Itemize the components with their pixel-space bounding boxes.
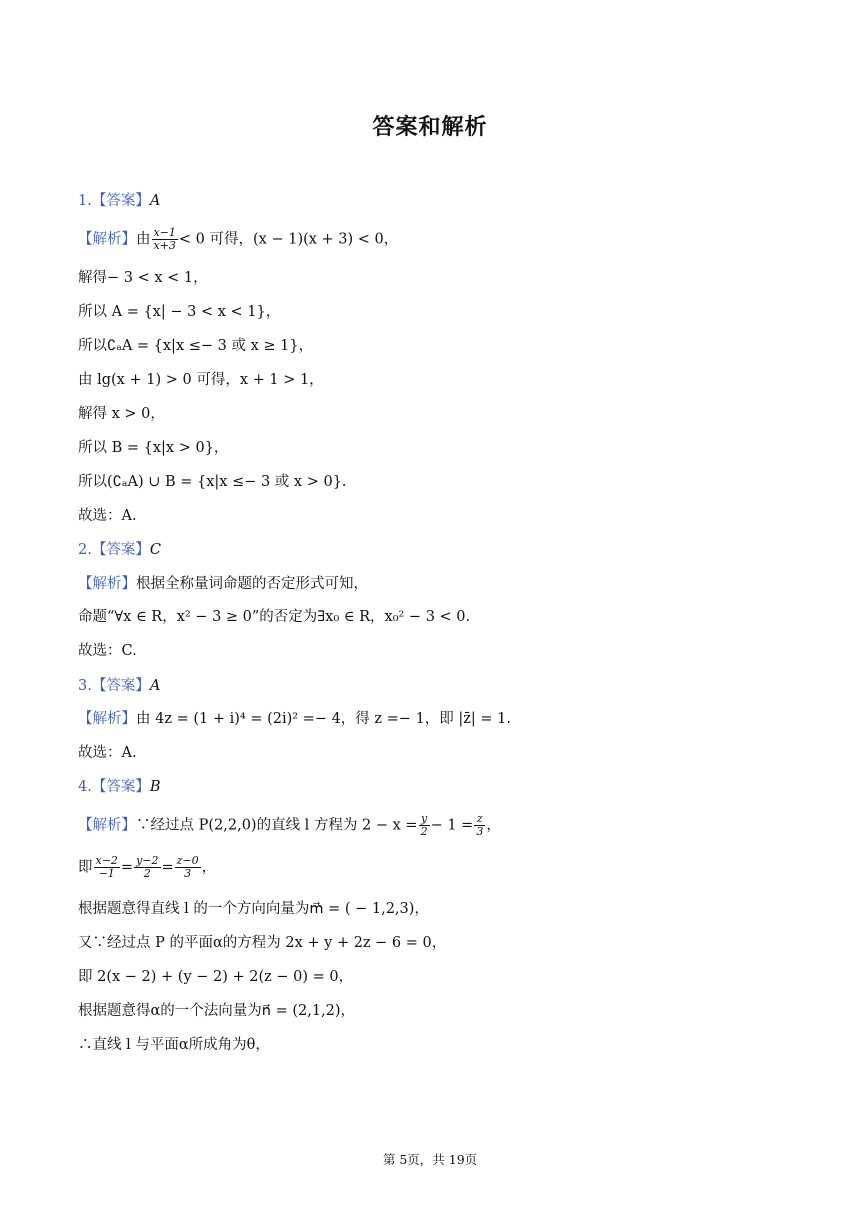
q1-analysis-line-8: 所以(∁ₐA) ∪ B = {x|x ≤− 3 或 x > 0}. [78,474,347,490]
q4-fraction [94,855,120,880]
q2-text: 根据全称量词命题的否定形式可知， [136,576,368,592]
q2-analysis-line-3: 故选：C. [78,643,137,659]
q4-analysis-tag: 【解析】 [78,817,136,834]
q1-answer-line [78,190,798,212]
q4-text: − 1 = [430,817,474,834]
q2-answer-line [78,539,798,561]
q4-fraction-numerator: z [474,813,485,826]
q1-analysis-line-2: 解得− 3 < x < 1， [78,270,208,286]
q1-answer-value: A [149,193,161,209]
q4-text: ， [201,859,217,876]
q4-fraction-denominator: 3 [476,825,484,838]
q4-fraction-denominator: 2 [143,867,151,880]
q3-number: 3. [78,678,92,694]
q1-analysis-line-1 [78,227,798,252]
q4-fraction-numerator: z−0 [176,854,199,867]
q2-answer-tag: 【答案】 [91,542,150,558]
q2-analysis-line-2: 命题“∀x ∈ R，x² − 3 ≥ 0”的否定为∃x₀ ∈ R，x₀² − 3 < 0. [78,609,471,625]
q4-analysis-line-4: 又∵经过点 P 的平面α的方程为 2x + y + 2z − 6 = 0， [78,935,447,951]
q4-answer-value: B [149,779,161,795]
q3-analysis-line-1 [78,708,798,730]
q4-number: 4. [78,779,92,795]
q1-text: 由 [136,231,151,248]
q4-fraction-numerator: y [419,813,430,826]
q4-text: 即 [78,859,93,876]
q3-analysis-line-2: 故选：A. [78,745,137,761]
q1-answer-tag: 【答案】 [91,193,150,209]
q4-analysis-line-7: ∴直线 l 与平面α所成角为θ， [78,1037,270,1053]
q1-fraction-denominator: x+3 [153,239,176,252]
q1-fraction [152,227,178,252]
q1-analysis-line-9: 故选：A. [78,508,137,524]
q1-analysis-line-7: 所以 B = {x|x > 0}， [78,440,229,456]
page-title: 答案和解析 [372,115,488,140]
q3-text: 由 4z = (1 + i)⁴ = (2i)² =− 4，得 z =− 1，即 |z̄| = 1. [136,711,512,727]
q4-text: = [161,859,174,876]
q4-fraction [175,855,201,880]
q4-fraction [134,855,160,880]
q4-fraction [474,813,485,838]
q4-answer-tag: 【答案】 [91,779,150,795]
q4-fraction-numerator: y−2 [136,854,159,867]
q3-answer-line [78,675,798,697]
q4-text: ， [486,817,501,834]
q4-fraction-denominator: 3 [184,867,192,880]
q4-analysis-line-1 [78,813,798,838]
page-footer: 第 5页，共 19页 [382,1152,478,1167]
q3-answer-value: A [149,678,161,694]
q1-analysis-line-3: 所以 A = {x| − 3 < x < 1}， [78,304,281,320]
q3-answer-tag: 【答案】 [91,678,150,694]
q1-analysis-line-6: 解得 x > 0， [78,406,165,422]
q2-analysis-line-1 [78,573,798,595]
q1-analysis-line-5: 由 lg(x + 1) > 0 可得，x + 1 > 1， [78,372,324,388]
q1-analysis-line-4: 所以∁ₐA = {x|x ≤− 3 或 x ≥ 1}， [78,338,314,354]
q4-analysis-line-2 [78,855,798,880]
q4-fraction [419,813,430,838]
q4-analysis-line-5: 即 2(x − 2) + (y − 2) + 2(z − 0) = 0， [78,969,354,985]
q1-fraction-numerator: x−1 [153,226,176,239]
q4-analysis-line-3: 根据题意得直线 l 的一个方向向量为m⃗ = ( − 1,2,3)， [78,901,429,917]
q4-answer-line [78,776,798,798]
q2-number: 2. [78,542,92,558]
q2-analysis-tag: 【解析】 [78,576,136,592]
q2-answer-value: C [149,542,161,558]
q4-analysis-line-6: 根据题意得α的一个法向量为n⃗ = (2,1,2)， [78,1003,356,1019]
q4-fraction-numerator: x−2 [95,854,118,867]
q4-text: = [120,859,134,876]
q4-text: ∵经过点 P(2,2,0)的直线 l 方程为 2 − x = [136,817,418,834]
q1-number: 1. [78,193,92,209]
q3-analysis-tag: 【解析】 [78,711,136,727]
q1-analysis-tag: 【解析】 [78,231,136,248]
q1-text: < 0 可得，(x − 1)(x + 3) < 0， [178,231,399,248]
q4-fraction-denominator: −1 [98,867,115,880]
q4-fraction-denominator: 2 [420,825,428,838]
